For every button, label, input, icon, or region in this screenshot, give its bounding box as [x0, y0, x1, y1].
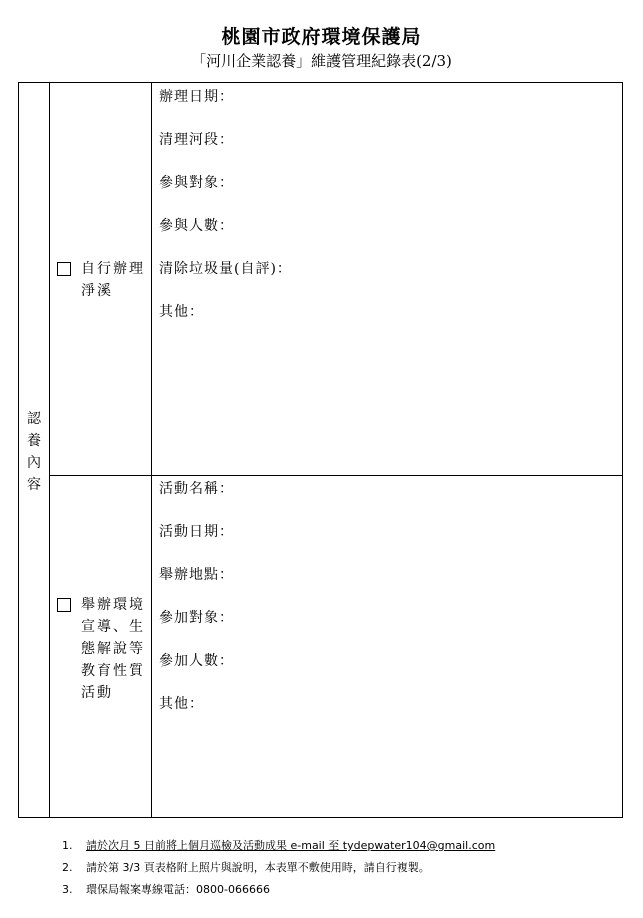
record-form-table	[18, 82, 623, 818]
field-activity-location[interactable]: 舉辦地點：	[159, 567, 234, 583]
category-label-line: 自行辦理	[81, 261, 145, 277]
table-divider	[49, 83, 50, 817]
category-label-line: 舉辦環境	[81, 597, 145, 613]
field-attendee-count[interactable]: 參加人數：	[159, 653, 234, 669]
table-divider	[49, 475, 622, 476]
education-activity-fields	[159, 479, 234, 737]
category-label-line: 宣導、生	[81, 619, 145, 635]
field-attendees[interactable]: 參加對象：	[159, 610, 234, 626]
note-item: 1. 請於次月 5 日前將上個月巡檢及活動成果 e-mail 至 tydepwater104@gmail.com	[62, 835, 495, 857]
category-label-line: 活動	[81, 685, 113, 701]
document-title: 桃園市政府環境保護局	[221, 26, 422, 48]
table-divider	[151, 83, 152, 817]
note-text: 請於第 3/3 頁表格附上照片與說明，本表單不敷使用時，請自行複製。	[86, 861, 430, 874]
notes-list	[62, 835, 495, 901]
field-activity-date[interactable]: 活動日期：	[159, 524, 234, 540]
education-activity-checkbox[interactable]	[57, 598, 71, 612]
category-label-line: 淨溪	[81, 283, 113, 299]
field-participants[interactable]: 參與對象：	[159, 175, 234, 191]
field-activity-name[interactable]: 活動名稱：	[159, 481, 234, 497]
note-item: 3. 環保局報案專線電話：0800-066666	[62, 879, 495, 901]
field-garbage-amount[interactable]: 清除垃圾量(自評)：	[159, 261, 292, 277]
document-subtitle: 「河川企業認養」維護管理紀錄表(2/3)	[191, 52, 452, 70]
category-education-activity[interactable]	[57, 594, 149, 704]
self-cleanup-fields	[159, 87, 292, 345]
field-cleanup-section[interactable]: 清理河段：	[159, 132, 234, 148]
category-label-line: 態解說等	[81, 641, 145, 657]
field-participant-count[interactable]: 參與人數：	[159, 218, 234, 234]
note-text: 請於次月 5 日前將上個月巡檢及活動成果 e-mail 至 tydepwater104@gmail.com	[86, 839, 496, 852]
note-item: 2. 請於第 3/3 頁表格附上照片與說明，本表單不敷使用時，請自行複製。	[62, 857, 495, 879]
field-other[interactable]: 其他：	[159, 304, 204, 320]
category-label-line: 教育性質	[81, 663, 145, 679]
field-other[interactable]: 其他：	[159, 696, 204, 712]
adoption-content-label: 認 養 內 容	[27, 411, 41, 493]
field-cleanup-date[interactable]: 辦理日期：	[159, 89, 234, 105]
note-text: 環保局報案專線電話：0800-066666	[86, 883, 270, 896]
self-cleanup-checkbox[interactable]	[57, 262, 71, 276]
category-self-cleanup[interactable]	[57, 258, 149, 302]
